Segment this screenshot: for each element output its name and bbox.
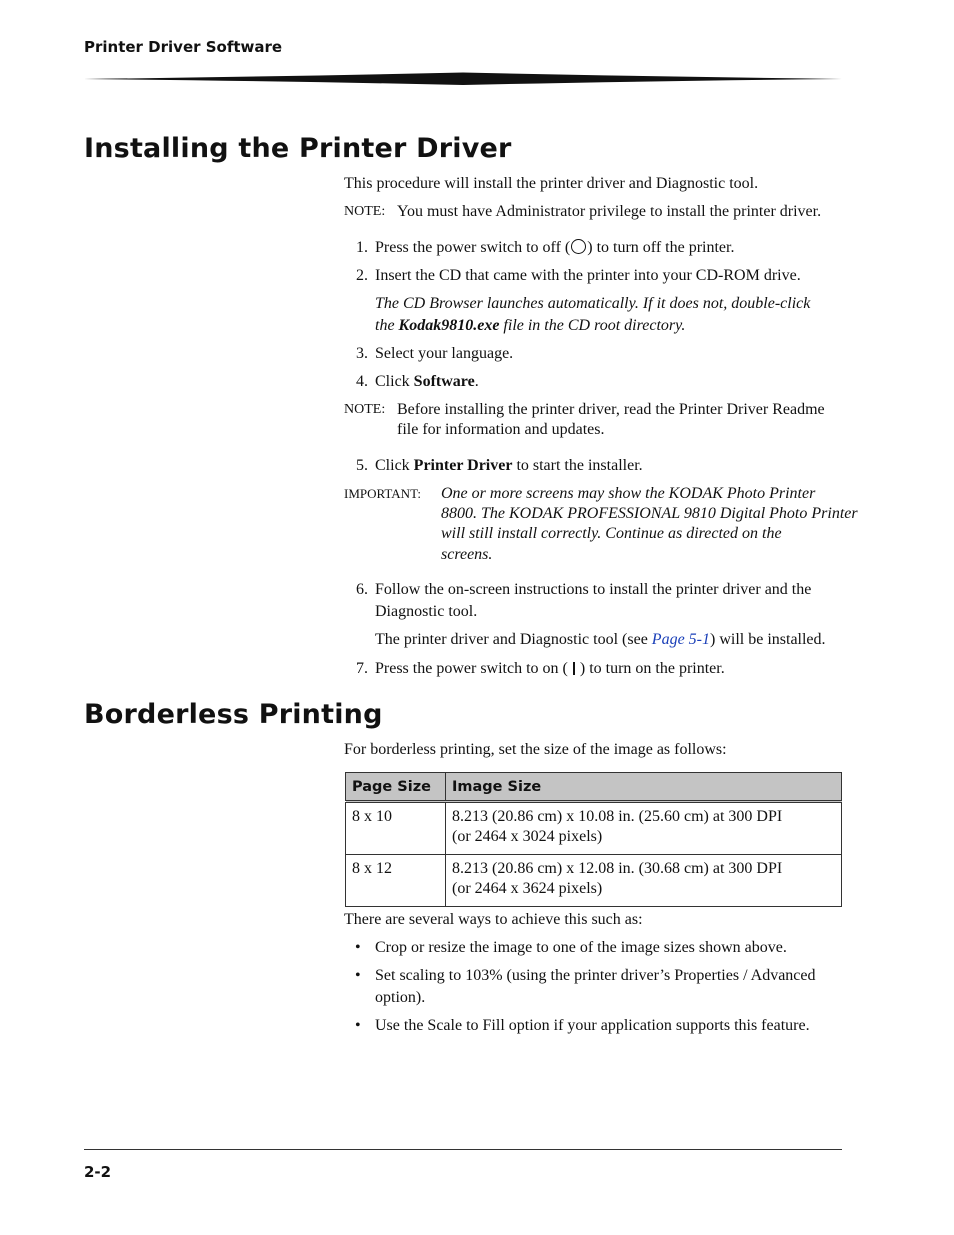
printer-driver-label: Printer Driver — [413, 457, 513, 474]
step-number: 3. — [356, 345, 368, 362]
step-1-text-after: ) to turn off the printer. — [587, 239, 735, 256]
note-label: NOTE: — [344, 402, 386, 417]
step-4 — [375, 372, 479, 392]
cell-page-size: 8 x 12 — [346, 855, 446, 907]
step-6-line1: Follow the on-screen instructions to install the printer driver and the — [375, 581, 812, 598]
bullet-icon: • — [355, 939, 361, 956]
step-number: 5. — [356, 457, 368, 474]
bullet-icon: • — [355, 967, 361, 984]
image-size-table — [345, 772, 842, 907]
step-6-result-after: ) will be installed. — [710, 631, 826, 648]
step-2-result-line1: The CD Browser launches automatically. If it does not, double-click — [375, 295, 811, 312]
step-2-result-line2 — [375, 316, 685, 336]
note-label: NOTE: — [344, 204, 386, 219]
image-size-line2: (or 2464 x 3024 pixels) — [452, 828, 603, 845]
step-number: 4. — [356, 373, 368, 390]
bullet-icon: • — [355, 1017, 361, 1034]
image-size-line2: (or 2464 x 3624 pixels) — [452, 880, 603, 897]
step-5-suffix: to start the installer. — [512, 457, 643, 474]
step-2-result-the: the — [375, 317, 399, 334]
step-number: 6. — [356, 581, 368, 598]
step-number: 2. — [356, 267, 368, 284]
section-title-installing: Installing the Printer Driver — [84, 133, 512, 164]
step-number: 1. — [356, 239, 368, 256]
table-row — [346, 855, 842, 907]
important-line3: will still install correctly. Continue as directed on the — [441, 525, 782, 542]
step-7-text-before: Press the power switch to on ( — [375, 660, 568, 677]
cell-page-size: 8 x 10 — [346, 802, 446, 855]
step-7 — [375, 659, 725, 679]
step-2-text: Insert the CD that came with the printer into your CD-ROM drive. — [375, 267, 801, 284]
important-label: IMPORTANT: — [344, 486, 421, 501]
bullet-3-text: Use the Scale to Fill option if your application supports this feature. — [375, 1017, 810, 1034]
table-header-row — [346, 773, 842, 802]
cell-image-size — [446, 802, 842, 855]
column-header-page-size: Page Size — [346, 773, 446, 802]
running-header: Printer Driver Software — [84, 38, 283, 56]
column-header-image-size: Image Size — [446, 773, 842, 802]
step-6-line2: Diagnostic tool. — [375, 603, 478, 620]
footer-rule — [84, 1149, 842, 1150]
section2-intro: For borderless printing, set the size of the image as follows: — [344, 741, 727, 758]
important-line1: One or more screens may show the KODAK Photo Printer — [441, 485, 816, 502]
step-6-result-before: The printer driver and Diagnostic tool (see — [375, 631, 652, 648]
step-5 — [375, 456, 643, 476]
header-rule — [84, 70, 842, 86]
bullet-2-line1: Set scaling to 103% (using the printer driver’s Properties / Advanced — [375, 967, 816, 984]
step-4-suffix: . — [474, 373, 479, 390]
step-number: 7. — [356, 660, 368, 677]
page-5-1-link[interactable]: Page 5-1 — [651, 631, 710, 648]
software-label: Software — [413, 373, 475, 390]
image-size-line1: 8.213 (20.86 cm) x 12.08 in. (30.68 cm) at 300 DPI — [452, 860, 783, 877]
note-text: You must have Administrator privilege to install the printer driver. — [397, 203, 822, 220]
section-title-borderless: Borderless Printing — [84, 699, 383, 730]
step-4-prefix: Click — [375, 373, 414, 390]
important-line2: 8800. The KODAK PROFESSIONAL 9810 Digital Photo Printer — [441, 505, 858, 522]
power-on-icon — [573, 662, 575, 675]
step-1-text-before: Press the power switch to off ( — [375, 239, 571, 256]
bullet-1-text: Crop or resize the image to one of the image sizes shown above. — [375, 939, 787, 956]
image-size-line1: 8.213 (20.86 cm) x 10.08 in. (25.60 cm) at 300 DPI — [452, 808, 783, 825]
page-number: 2-2 — [84, 1163, 112, 1181]
step-1 — [375, 238, 734, 258]
section1-intro: This procedure will install the printer driver and Diagnostic tool. — [344, 175, 759, 192]
note-2-line2: file for information and updates. — [397, 421, 605, 438]
bullet-2-line2: option). — [375, 989, 426, 1006]
power-off-icon — [571, 239, 586, 254]
cell-image-size — [446, 855, 842, 907]
exe-filename: Kodak9810.exe — [398, 317, 500, 334]
after-table-text: There are several ways to achieve this such as: — [344, 911, 643, 928]
table-row — [346, 802, 842, 855]
step-6-result — [375, 630, 826, 650]
step-5-prefix: Click — [375, 457, 414, 474]
step-7-text-after: ) to turn on the printer. — [579, 660, 725, 677]
note-2-line1: Before installing the printer driver, read the Printer Driver Readme — [397, 401, 825, 418]
step-2-result-rest: file in the CD root directory. — [499, 317, 686, 334]
important-line4: screens. — [441, 546, 493, 563]
step-3-text: Select your language. — [375, 345, 514, 362]
